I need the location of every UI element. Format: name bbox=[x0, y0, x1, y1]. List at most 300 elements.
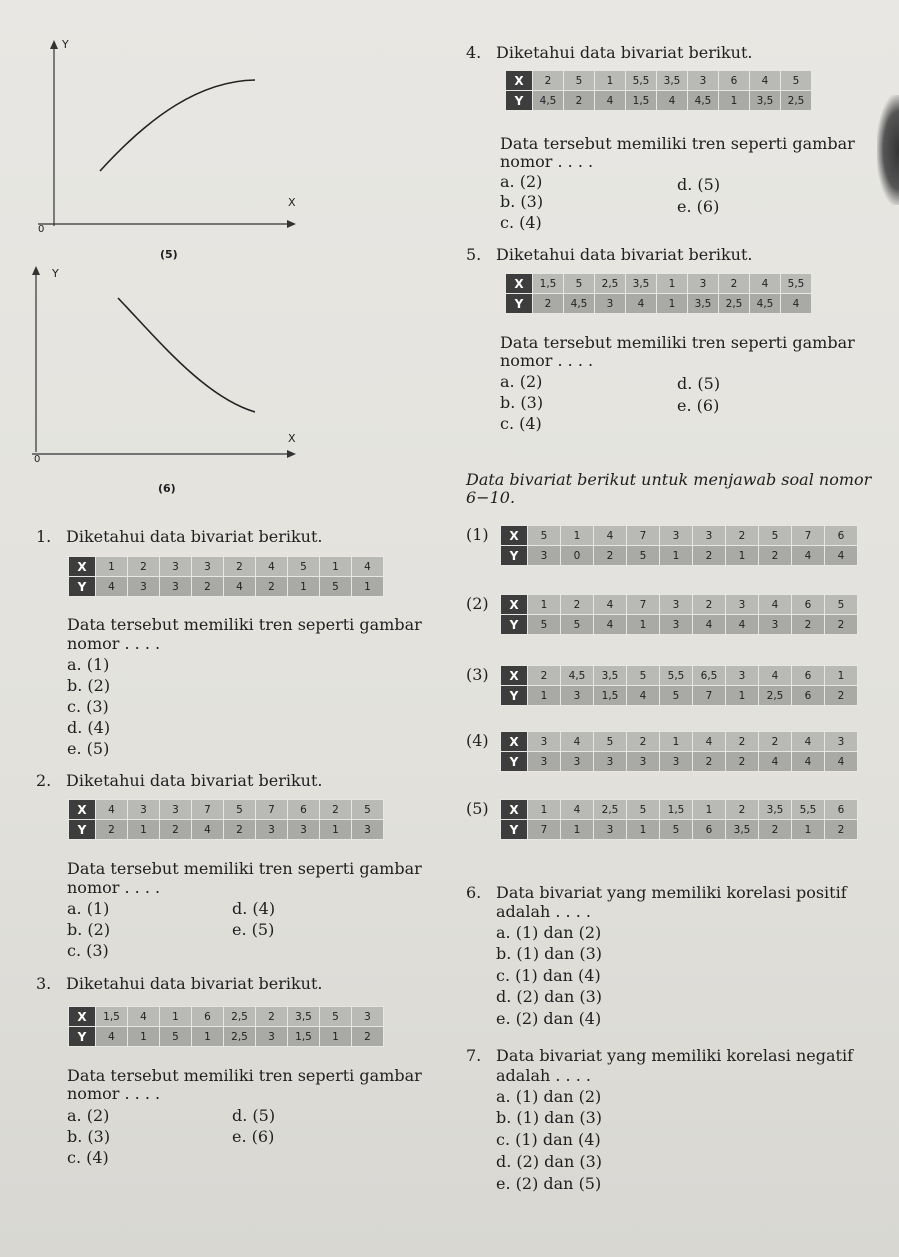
cell-y-4: 4 bbox=[192, 820, 224, 840]
cell-x-10: 3 bbox=[825, 732, 858, 752]
cell-y-1: 4 bbox=[96, 577, 128, 597]
cell-y-2: 3 bbox=[561, 686, 594, 706]
question-1-trend-line1: Data tersebut memiliki tren seperti gambar bbox=[67, 615, 422, 634]
question-6-option-a[interactable]: a. (1) dan (2) bbox=[496, 923, 602, 942]
cell-x-3: 4 bbox=[594, 526, 627, 546]
row-y bbox=[501, 686, 858, 706]
cell-x-1: 1 bbox=[528, 800, 561, 820]
row-header-y: Y bbox=[501, 752, 528, 772]
cell-y-8: 2,5 bbox=[759, 686, 792, 706]
cell-y-8: 3,5 bbox=[750, 91, 781, 111]
cell-y-3: 4 bbox=[595, 91, 626, 111]
cell-y-9: 2,5 bbox=[781, 91, 812, 111]
cell-y-9: 1 bbox=[352, 577, 384, 597]
concave-curve bbox=[100, 80, 255, 171]
cell-x-9: 4 bbox=[792, 732, 825, 752]
cell-x-9: 4 bbox=[352, 557, 384, 577]
cell-y-3: 3 bbox=[594, 820, 627, 840]
cell-x-6: 7 bbox=[256, 800, 288, 820]
cell-y-5: 2 bbox=[224, 820, 256, 840]
question-2-trend-line1: Data tersebut memiliki tren seperti gambar bbox=[67, 859, 422, 878]
cell-y-8: 3 bbox=[759, 615, 792, 635]
cell-x-7: 2 bbox=[726, 800, 759, 820]
cell-x-9: 5,5 bbox=[781, 274, 812, 294]
row-y bbox=[501, 546, 858, 566]
row-header-y: Y bbox=[69, 577, 96, 597]
cell-y-6: 3 bbox=[256, 820, 288, 840]
cell-y-3: 2 bbox=[594, 546, 627, 566]
question-2-option-d[interactable]: d. (4) bbox=[232, 899, 276, 918]
row-header-y: Y bbox=[501, 546, 528, 566]
cell-y-8: 4,5 bbox=[750, 294, 781, 314]
cell-y-3: 3 bbox=[594, 752, 627, 772]
cell-y-5: 3 bbox=[660, 752, 693, 772]
set-3-label: (3) bbox=[466, 665, 489, 684]
set-4-label: (4) bbox=[466, 731, 489, 750]
question-4-option-b[interactable]: b. (3) bbox=[500, 192, 544, 211]
row-x bbox=[501, 595, 858, 615]
question-2-option-c[interactable]: c. (3) bbox=[67, 941, 109, 960]
cell-y-6: 7 bbox=[693, 686, 726, 706]
question-7-option-d[interactable]: d. (2) dan (3) bbox=[496, 1152, 602, 1171]
cell-x-4: 7 bbox=[192, 800, 224, 820]
set-1-table bbox=[500, 525, 858, 566]
cell-y-9: 6 bbox=[792, 686, 825, 706]
question-4-option-c[interactable]: c. (4) bbox=[500, 213, 542, 232]
cell-x-10: 6 bbox=[825, 526, 858, 546]
cell-y-2: 4,5 bbox=[564, 294, 595, 314]
cell-x-3: 1 bbox=[160, 1007, 192, 1027]
row-header-y: Y bbox=[69, 820, 96, 840]
question-2-stem: 2. Diketahui data bivariat berikut. bbox=[36, 771, 323, 790]
question-7-option-b[interactable]: b. (1) dan (3) bbox=[496, 1108, 602, 1127]
cell-x-2: 4 bbox=[561, 732, 594, 752]
cell-x-3: 2,5 bbox=[594, 800, 627, 820]
cell-x-9: 3 bbox=[352, 1007, 384, 1027]
convex-decreasing-curve bbox=[118, 298, 255, 412]
cell-x-6: 3 bbox=[688, 274, 719, 294]
cell-y-7: 1 bbox=[719, 91, 750, 111]
row-y bbox=[506, 294, 812, 314]
cell-y-5: 2,5 bbox=[224, 1027, 256, 1047]
question-1-stem: 1. Diketahui data bivariat berikut. bbox=[36, 527, 323, 546]
cell-y-7: 2 bbox=[726, 752, 759, 772]
cell-x-2: 5 bbox=[564, 71, 595, 91]
row-y bbox=[501, 820, 858, 840]
question-6-option-e[interactable]: e. (2) dan (4) bbox=[496, 1009, 602, 1028]
cell-x-2: 4,5 bbox=[561, 666, 594, 686]
cell-x-2: 1 bbox=[561, 526, 594, 546]
cell-x-4: 5 bbox=[627, 666, 660, 686]
question-5-option-b[interactable]: b. (3) bbox=[500, 393, 544, 412]
cell-y-9: 1 bbox=[792, 820, 825, 840]
cell-y-1: 7 bbox=[528, 820, 561, 840]
cell-y-10: 4 bbox=[825, 546, 858, 566]
cell-y-2: 0 bbox=[561, 546, 594, 566]
row-y bbox=[69, 577, 384, 597]
row-header-y: Y bbox=[506, 294, 533, 314]
set-2-label: (2) bbox=[466, 594, 489, 613]
cell-y-4: 2 bbox=[192, 577, 224, 597]
row-x bbox=[501, 526, 858, 546]
cell-x-5: 1 bbox=[660, 732, 693, 752]
question-5-option-d[interactable]: d. (5) bbox=[677, 374, 721, 393]
graph-5 bbox=[30, 36, 300, 236]
set-2-table bbox=[500, 594, 858, 635]
question-3-option-e[interactable]: e. (6) bbox=[232, 1127, 275, 1146]
cell-y-3: 5 bbox=[160, 1027, 192, 1047]
question-6-option-b[interactable]: b. (1) dan (3) bbox=[496, 944, 602, 963]
cell-y-2: 3 bbox=[128, 577, 160, 597]
cell-x-6: 6,5 bbox=[693, 666, 726, 686]
cell-x-3: 3 bbox=[160, 557, 192, 577]
row-header-y: Y bbox=[506, 91, 533, 111]
cell-x-7: 2 bbox=[726, 732, 759, 752]
cell-y-1: 3 bbox=[528, 752, 561, 772]
row-header-x: X bbox=[506, 274, 533, 294]
question-1-option-b[interactable]: b. (2) bbox=[67, 676, 111, 695]
cell-y-8: 5 bbox=[320, 577, 352, 597]
graph-6 bbox=[30, 262, 300, 465]
cell-y-1: 5 bbox=[528, 615, 561, 635]
cell-x-8: 3,5 bbox=[759, 800, 792, 820]
cell-x-3: 5 bbox=[594, 732, 627, 752]
cell-y-3: 3 bbox=[160, 577, 192, 597]
question-4-option-d[interactable]: d. (5) bbox=[677, 175, 721, 194]
question-4-trend-line2: nomor . . . . bbox=[500, 152, 594, 171]
cell-y-4: 4 bbox=[627, 686, 660, 706]
question-5-table bbox=[505, 273, 812, 314]
cell-x-10: 6 bbox=[825, 800, 858, 820]
graph-6-plot bbox=[30, 262, 300, 462]
question-6-stem-line2: adalah . . . . bbox=[496, 902, 591, 921]
cell-y-8: 2 bbox=[759, 820, 792, 840]
cell-y-2: 3 bbox=[561, 752, 594, 772]
question-2-trend-line2: nomor . . . . bbox=[67, 878, 161, 897]
cell-y-5: 4 bbox=[657, 91, 688, 111]
row-header-x: X bbox=[501, 666, 528, 686]
cell-y-5: 1 bbox=[657, 294, 688, 314]
question-7-option-c[interactable]: c. (1) dan (4) bbox=[496, 1130, 601, 1149]
cell-y-6: 2 bbox=[693, 752, 726, 772]
cell-x-2: 2 bbox=[128, 557, 160, 577]
question-1-table bbox=[68, 556, 384, 597]
question-1-option-e[interactable]: e. (5) bbox=[67, 739, 110, 758]
page-shadow bbox=[877, 95, 899, 205]
cell-y-9: 4 bbox=[792, 546, 825, 566]
cell-x-7: 5 bbox=[288, 557, 320, 577]
cell-x-8: 4 bbox=[750, 71, 781, 91]
cell-x-4: 7 bbox=[627, 526, 660, 546]
cell-y-10: 2 bbox=[825, 686, 858, 706]
cell-y-2: 2 bbox=[564, 91, 595, 111]
row-x bbox=[69, 800, 384, 820]
question-4-stem: 4. Diketahui data bivariat berikut. bbox=[466, 43, 753, 62]
cell-x-6: 3 bbox=[693, 526, 726, 546]
cell-y-3: 2 bbox=[160, 820, 192, 840]
question-3-option-b[interactable]: b. (3) bbox=[67, 1127, 111, 1146]
question-5-option-e[interactable]: e. (6) bbox=[677, 396, 720, 415]
question-1-trend-line2: nomor . . . . bbox=[67, 634, 161, 653]
cell-x-1: 2 bbox=[533, 71, 564, 91]
row-x bbox=[501, 800, 858, 820]
cell-x-7: 3 bbox=[726, 666, 759, 686]
row-x bbox=[506, 71, 812, 91]
cell-y-1: 1 bbox=[528, 686, 561, 706]
cell-y-1: 2 bbox=[533, 294, 564, 314]
cell-x-3: 2,5 bbox=[595, 274, 626, 294]
question-6-stem: 6. Data bivariat yang memiliki korelasi positif bbox=[466, 883, 847, 902]
graph-5-origin: 0 bbox=[38, 224, 45, 235]
row-x bbox=[506, 274, 812, 294]
row-header-x: X bbox=[69, 1007, 96, 1027]
cell-x-4: 5 bbox=[627, 800, 660, 820]
cell-x-8: 1 bbox=[320, 557, 352, 577]
cell-y-8: 1 bbox=[320, 820, 352, 840]
set-3-table bbox=[500, 665, 858, 706]
cell-x-4: 3 bbox=[192, 557, 224, 577]
cell-x-4: 6 bbox=[192, 1007, 224, 1027]
question-5-option-a[interactable]: a. (2) bbox=[500, 372, 543, 391]
cell-x-8: 4 bbox=[759, 595, 792, 615]
row-header-x: X bbox=[501, 526, 528, 546]
cell-y-10: 2 bbox=[825, 615, 858, 635]
question-3-option-d[interactable]: d. (5) bbox=[232, 1106, 276, 1125]
cell-x-1: 4 bbox=[96, 800, 128, 820]
cell-x-8: 5 bbox=[320, 1007, 352, 1027]
cell-y-6: 4 bbox=[693, 615, 726, 635]
question-7-stem: 7. Data bivariat yang memiliki korelasi negatif bbox=[466, 1046, 853, 1065]
cell-x-3: 4 bbox=[594, 595, 627, 615]
cell-x-5: 5 bbox=[224, 800, 256, 820]
cell-y-1: 4 bbox=[96, 1027, 128, 1047]
cell-x-6: 4 bbox=[693, 732, 726, 752]
cell-y-7: 3 bbox=[288, 820, 320, 840]
cell-x-4: 7 bbox=[627, 595, 660, 615]
cell-y-1: 2 bbox=[96, 820, 128, 840]
cell-x-1: 2 bbox=[528, 666, 561, 686]
question-1-option-c[interactable]: c. (3) bbox=[67, 697, 109, 716]
cell-x-5: 3,5 bbox=[657, 71, 688, 91]
row-x bbox=[69, 1007, 384, 1027]
question-3-option-a[interactable]: a. (2) bbox=[67, 1106, 110, 1125]
question-3-table bbox=[68, 1006, 384, 1047]
cell-y-7: 3,5 bbox=[726, 820, 759, 840]
cell-x-9: 7 bbox=[792, 526, 825, 546]
cell-x-8: 5 bbox=[759, 526, 792, 546]
cell-x-1: 1,5 bbox=[96, 1007, 128, 1027]
question-7-option-e[interactable]: e. (2) dan (5) bbox=[496, 1174, 602, 1193]
set-1-label: (1) bbox=[466, 525, 489, 544]
question-4-option-e[interactable]: e. (6) bbox=[677, 197, 720, 216]
graph-5-ylabel: Y bbox=[62, 38, 69, 51]
cell-x-8: 2 bbox=[759, 732, 792, 752]
question-4-option-a[interactable]: a. (2) bbox=[500, 172, 543, 191]
row-header-x: X bbox=[501, 732, 528, 752]
graph-6-ylabel: Y bbox=[52, 267, 59, 280]
cell-x-2: 3 bbox=[128, 800, 160, 820]
cell-x-7: 6 bbox=[719, 71, 750, 91]
question-2-option-e[interactable]: e. (5) bbox=[232, 920, 275, 939]
row-header-y: Y bbox=[69, 1027, 96, 1047]
cell-y-4: 1,5 bbox=[626, 91, 657, 111]
row-y bbox=[501, 752, 858, 772]
graph-6-xlabel: X bbox=[288, 432, 296, 445]
question-4-table bbox=[505, 70, 812, 111]
cell-y-7: 1 bbox=[726, 686, 759, 706]
cell-x-2: 5 bbox=[564, 274, 595, 294]
cell-x-3: 1 bbox=[595, 71, 626, 91]
cell-y-3: 1,5 bbox=[594, 686, 627, 706]
cell-y-9: 4 bbox=[781, 294, 812, 314]
cell-x-6: 4 bbox=[256, 557, 288, 577]
row-y bbox=[69, 1027, 384, 1047]
cell-y-5: 5 bbox=[660, 686, 693, 706]
row-header-y: Y bbox=[501, 615, 528, 635]
cell-x-9: 6 bbox=[792, 595, 825, 615]
cell-x-9: 5 bbox=[781, 71, 812, 91]
question-6-option-d[interactable]: d. (2) dan (3) bbox=[496, 987, 602, 1006]
cell-y-4: 4 bbox=[626, 294, 657, 314]
row-y bbox=[69, 820, 384, 840]
row-header-y: Y bbox=[501, 820, 528, 840]
cell-x-2: 4 bbox=[561, 800, 594, 820]
cell-y-6: 3,5 bbox=[688, 294, 719, 314]
cell-y-9: 3 bbox=[352, 820, 384, 840]
cell-x-7: 2 bbox=[719, 274, 750, 294]
graph-5-caption: (5) bbox=[160, 248, 178, 261]
cell-y-5: 1 bbox=[660, 546, 693, 566]
data-intro-line1: Data bivariat berikut untuk menjawab soal nomor bbox=[466, 470, 872, 489]
cell-y-4: 1 bbox=[627, 615, 660, 635]
row-x bbox=[501, 666, 858, 686]
question-3-trend-line1: Data tersebut memiliki tren seperti gambar bbox=[67, 1066, 422, 1085]
row-header-x: X bbox=[506, 71, 533, 91]
graph-6-origin: 0 bbox=[34, 454, 41, 465]
question-6-option-c[interactable]: c. (1) dan (4) bbox=[496, 966, 601, 985]
cell-y-6: 2 bbox=[256, 577, 288, 597]
graph-6-caption: (6) bbox=[158, 482, 176, 495]
cell-x-6: 3 bbox=[688, 71, 719, 91]
cell-x-5: 1 bbox=[657, 274, 688, 294]
question-3-trend-line2: nomor . . . . bbox=[67, 1084, 161, 1103]
question-7-option-a[interactable]: a. (1) dan (2) bbox=[496, 1087, 602, 1106]
cell-y-7: 2,5 bbox=[719, 294, 750, 314]
question-5-stem: 5. Diketahui data bivariat berikut. bbox=[466, 245, 753, 264]
cell-x-7: 6 bbox=[288, 800, 320, 820]
cell-x-8: 2 bbox=[320, 800, 352, 820]
cell-x-10: 1 bbox=[825, 666, 858, 686]
cell-y-7: 1 bbox=[726, 546, 759, 566]
row-header-x: X bbox=[501, 595, 528, 615]
cell-y-3: 4 bbox=[594, 615, 627, 635]
cell-y-9: 4 bbox=[792, 752, 825, 772]
cell-y-6: 4,5 bbox=[688, 91, 719, 111]
cell-y-5: 5 bbox=[660, 820, 693, 840]
cell-x-5: 2,5 bbox=[224, 1007, 256, 1027]
cell-y-8: 2 bbox=[759, 546, 792, 566]
cell-y-9: 2 bbox=[792, 615, 825, 635]
cell-x-6: 1 bbox=[693, 800, 726, 820]
cell-y-10: 2 bbox=[825, 820, 858, 840]
cell-x-1: 1,5 bbox=[533, 274, 564, 294]
cell-y-2: 5 bbox=[561, 615, 594, 635]
cell-x-2: 4 bbox=[128, 1007, 160, 1027]
graph-5-xlabel: X bbox=[288, 196, 296, 209]
cell-y-7: 1 bbox=[288, 577, 320, 597]
cell-y-9: 2 bbox=[352, 1027, 384, 1047]
cell-x-6: 2 bbox=[256, 1007, 288, 1027]
cell-x-4: 5,5 bbox=[626, 71, 657, 91]
row-x bbox=[69, 557, 384, 577]
cell-x-5: 5,5 bbox=[660, 666, 693, 686]
row-header-x: X bbox=[501, 800, 528, 820]
cell-y-5: 4 bbox=[224, 577, 256, 597]
cell-y-4: 3 bbox=[627, 752, 660, 772]
cell-x-8: 4 bbox=[750, 274, 781, 294]
cell-y-6: 3 bbox=[256, 1027, 288, 1047]
row-y bbox=[501, 615, 858, 635]
row-header-x: X bbox=[69, 800, 96, 820]
cell-x-2: 2 bbox=[561, 595, 594, 615]
cell-x-9: 5 bbox=[352, 800, 384, 820]
question-1-option-d[interactable]: d. (4) bbox=[67, 718, 111, 737]
graph-5-plot bbox=[30, 36, 300, 236]
cell-y-1: 3 bbox=[528, 546, 561, 566]
cell-x-7: 3 bbox=[726, 595, 759, 615]
cell-y-4: 1 bbox=[627, 820, 660, 840]
cell-y-3: 3 bbox=[595, 294, 626, 314]
question-2-table bbox=[68, 799, 384, 840]
question-3-stem: 3. Diketahui data bivariat berikut. bbox=[36, 974, 323, 993]
cell-y-8: 1 bbox=[320, 1027, 352, 1047]
cell-y-6: 6 bbox=[693, 820, 726, 840]
data-intro-line2: 6−10. bbox=[466, 488, 516, 507]
cell-x-9: 6 bbox=[792, 666, 825, 686]
cell-y-4: 5 bbox=[627, 546, 660, 566]
cell-x-5: 2 bbox=[224, 557, 256, 577]
set-5-label: (5) bbox=[466, 799, 489, 818]
cell-y-4: 1 bbox=[192, 1027, 224, 1047]
question-4-trend-line1: Data tersebut memiliki tren seperti gambar bbox=[500, 134, 855, 153]
cell-x-3: 3 bbox=[160, 800, 192, 820]
question-5-trend-line2: nomor . . . . bbox=[500, 351, 594, 370]
question-2-option-a[interactable]: a. (1) bbox=[67, 899, 110, 918]
cell-y-2: 1 bbox=[561, 820, 594, 840]
cell-x-5: 3 bbox=[660, 595, 693, 615]
question-5-option-c[interactable]: c. (4) bbox=[500, 414, 542, 433]
row-header-x: X bbox=[69, 557, 96, 577]
cell-x-1: 1 bbox=[528, 595, 561, 615]
question-2-option-b[interactable]: b. (2) bbox=[67, 920, 111, 939]
question-1-option-a[interactable]: a. (1) bbox=[67, 655, 110, 674]
cell-y-10: 4 bbox=[825, 752, 858, 772]
cell-x-4: 2 bbox=[627, 732, 660, 752]
cell-x-1: 1 bbox=[96, 557, 128, 577]
question-3-option-c[interactable]: c. (4) bbox=[67, 1148, 109, 1167]
question-5-trend-line1: Data tersebut memiliki tren seperti gambar bbox=[500, 333, 855, 352]
cell-x-8: 4 bbox=[759, 666, 792, 686]
row-x bbox=[501, 732, 858, 752]
cell-y-7: 4 bbox=[726, 615, 759, 635]
cell-x-4: 3,5 bbox=[626, 274, 657, 294]
cell-x-7: 3,5 bbox=[288, 1007, 320, 1027]
cell-x-6: 2 bbox=[693, 595, 726, 615]
cell-x-9: 5,5 bbox=[792, 800, 825, 820]
cell-y-7: 1,5 bbox=[288, 1027, 320, 1047]
row-header-y: Y bbox=[501, 686, 528, 706]
question-7-stem-line2: adalah . . . . bbox=[496, 1066, 591, 1085]
